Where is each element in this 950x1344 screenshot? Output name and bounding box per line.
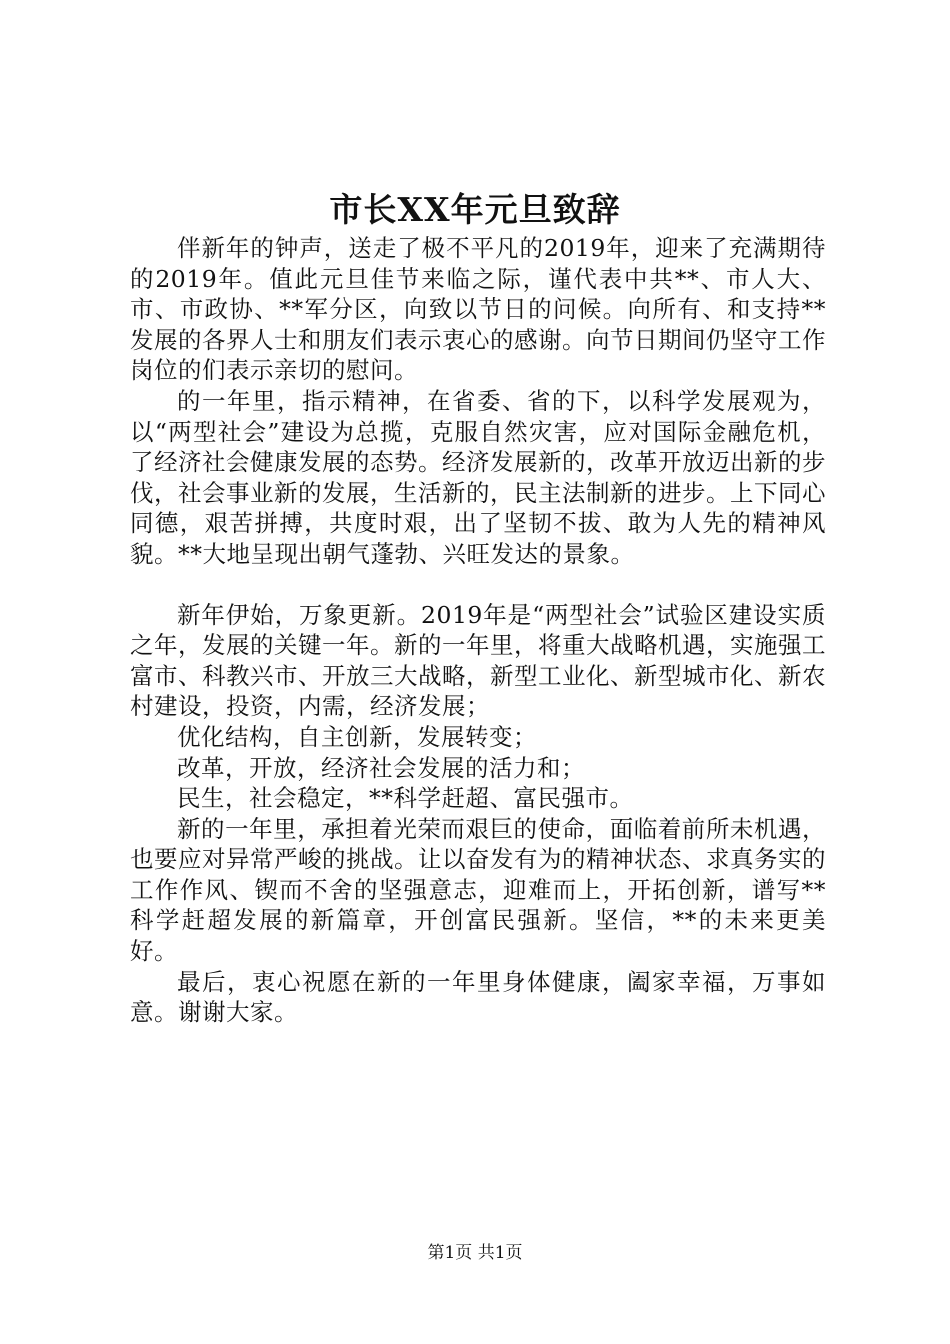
page-footer: 第1页 共1页 bbox=[427, 1243, 523, 1263]
document-body bbox=[130, 233, 826, 1028]
paragraph-greeting: 伴新年的钟声，送走了极不平凡的2019年，迎来了充满期待的2019年。值此元旦佳节来临之际，谨代表中共**、市人大、市、市政协、**军分区，向致以节日的问候。向所有、和支持**发展的各界人士和朋友们表示衷心的感谢。向节日期间仍坚守工作岗位的们表示亲切的慰问。 bbox=[130, 234, 826, 385]
paragraph-closing: 最后，衷心祝愿在新的一年里身体健康，阖家幸福，万事如意。谢谢大家。 bbox=[130, 967, 826, 1027]
paragraph-new-year-plan: 新年伊始，万象更新。2019年是“两型社会”试验区建设实质之年，发展的关键一年。新的一年里，将重大战略机遇，实施强工富市、科教兴市、开放三大战略，新型工业化、新型城市化、新农村建设，投资，内需，经济发展； bbox=[130, 600, 826, 721]
paragraph-livelihood: 民生，社会稳定，**科学赶超、富民强市。 bbox=[177, 784, 634, 813]
paragraph-reform: 改革，开放，经济社会发展的活力和； bbox=[177, 753, 585, 782]
paragraph-mission: 新的一年里，承担着光荣而艰巨的使命，面临着前所未机遇，也要应对异常严峻的挑战。让以奋发有为的精神状态、求真务实的工作作风、锲而不舍的坚强意志，迎难而上，开拓创新，谱写**科学赶超发展的新篇章，开创富民强新。坚信，**的未来更美好。 bbox=[130, 814, 826, 966]
paragraph-review: 的一年里，指示精神，在省委、省的下，以科学发展观为，以“两型社会”建设为总揽，克服自然灾害，应对国际金融危机，了经济社会健康发展的态势。经济发展新的，改革开放迈出新的步伐，社会事业新的发展，生活新的，民主法制新的进步。上下同心同德，艰苦拼搏，共度时艰，出了坚韧不拔、敢为人先的精神风貌。**大地呈现出朝气蓬勃、兴旺发达的景象。 bbox=[130, 386, 826, 568]
paragraph-structure: 优化结构，自主创新，发展转变； bbox=[177, 722, 537, 751]
document-title: 市长XX年元旦致辞 bbox=[329, 190, 621, 229]
